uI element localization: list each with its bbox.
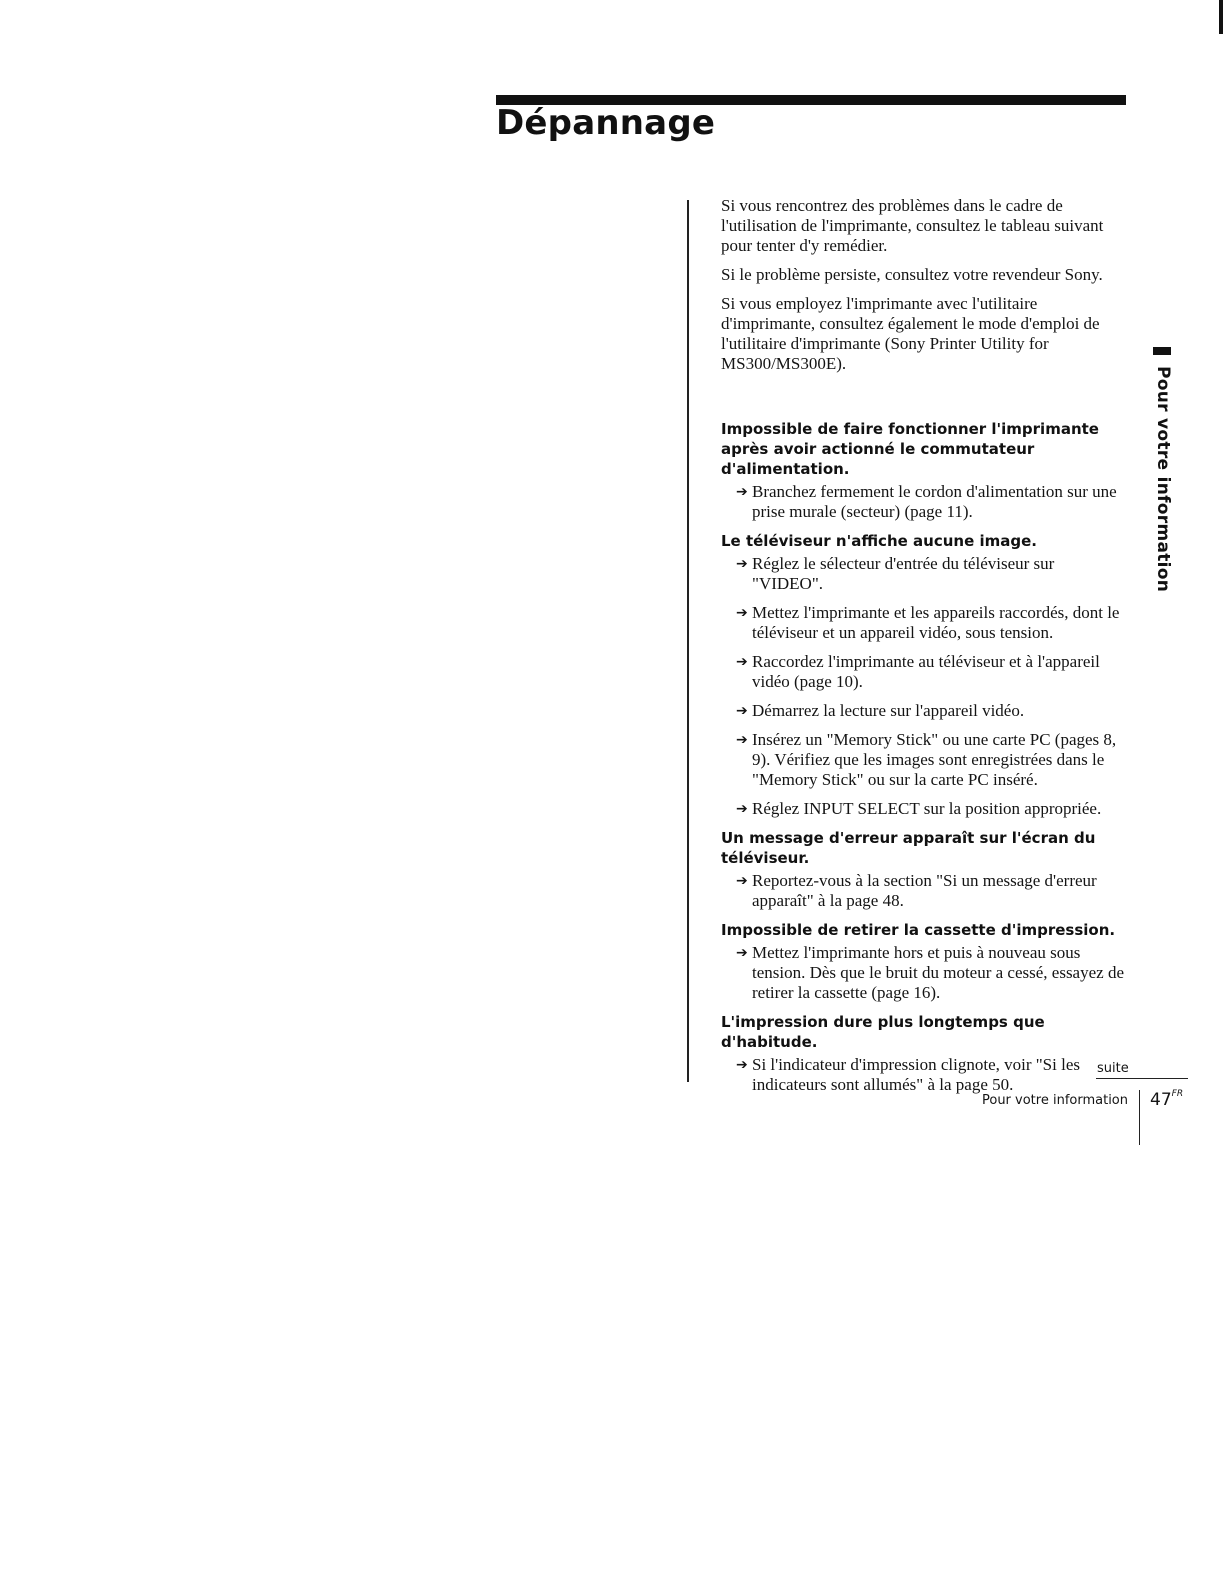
remedy-item [721, 701, 1126, 721]
arrow-right-icon: ➔ [736, 484, 748, 500]
remedy-text: Réglez INPUT SELECT sur la position appropriée. [752, 799, 1102, 818]
remedy-item [721, 799, 1126, 819]
arrow-right-icon: ➔ [736, 873, 748, 889]
remedy-item [721, 871, 1126, 911]
intro-paragraph: Si vous rencontrez des problèmes dans le cadre de l'utilisation de l'imprimante, consultez le tableau suivant pour tenter d'y remédier. [721, 196, 1104, 255]
page-number-value: 47 [1150, 1090, 1172, 1110]
remedy-text: Branchez fermement le cordon d'alimentation sur une prise murale (secteur) (page 11). [752, 482, 1117, 521]
remedy-item [721, 943, 1126, 1003]
remedy-item [721, 652, 1126, 692]
remedy-item [721, 1055, 1126, 1095]
remedy-item [721, 730, 1126, 790]
remedy-item [721, 603, 1126, 643]
arrow-right-icon: ➔ [736, 556, 748, 572]
content-margin-rule [687, 200, 689, 1082]
remedy-item [721, 554, 1126, 594]
content-column [721, 196, 1126, 1104]
section-heading: Le téléviseur n'affiche aucune image. [721, 532, 1037, 550]
intro-paragraph: Si le problème persiste, consultez votre revendeur Sony. [721, 265, 1103, 284]
intro-paragraph: Si vous employez l'imprimante avec l'utilitaire d'imprimante, consultez également le mode d'emploi de l'utilitaire d'imprimante (Sony Printer Utility for MS300/MS300E). [721, 294, 1100, 373]
page-number [1150, 1090, 1183, 1110]
footer-section-name: Pour votre information [981, 1093, 1128, 1108]
remedy-text: Si l'indicateur d'impression clignote, voir "Si les indicateurs sont allumés" à la page 50. [752, 1055, 1080, 1094]
remedy-text: Réglez le sélecteur d'entrée du téléviseur sur "VIDEO". [752, 554, 1055, 593]
arrow-right-icon: ➔ [736, 605, 748, 621]
section-heading: L'impression dure plus longtemps que d'habitude. [721, 1013, 1045, 1051]
arrow-right-icon: ➔ [736, 654, 748, 670]
remedy-text: Démarrez la lecture sur l'appareil vidéo. [752, 701, 1025, 720]
continued-rule [1096, 1078, 1188, 1079]
arrow-right-icon: ➔ [736, 703, 748, 719]
section-heading: Un message d'erreur apparaît sur l'écran du téléviseur. [721, 829, 1096, 867]
side-tab-label: Pour votre information [1153, 366, 1173, 593]
remedy-text: Insérez un "Memory Stick" ou une carte PC (pages 8, 9). Vérifiez que les images sont enregistrées dans le "Memory Stick" ou sur la carte PC inséré. [752, 730, 1117, 789]
remedy-item [721, 482, 1126, 522]
footer-divider [1139, 1090, 1140, 1145]
page-edge-mark [1219, 0, 1223, 34]
arrow-right-icon: ➔ [736, 732, 748, 748]
remedy-text: Mettez l'imprimante et les appareils raccordés, dont le téléviseur et un appareil vidéo, sous tension. [752, 603, 1120, 642]
page-title: Dépannage [496, 103, 716, 143]
side-tab-marker [1153, 347, 1171, 355]
section-heading: Impossible de faire fonctionner l'imprimante après avoir actionné le commutateur d'alimentation. [721, 420, 1099, 478]
section-heading: Impossible de retirer la cassette d'impression. [721, 921, 1116, 939]
arrow-right-icon: ➔ [736, 1057, 748, 1073]
arrow-right-icon: ➔ [736, 801, 748, 817]
continued-label: suite [1097, 1061, 1129, 1076]
remedy-text: Raccordez l'imprimante au téléviseur et à l'appareil vidéo (page 10). [752, 652, 1100, 691]
remedy-text: Reportez-vous à la section "Si un message d'erreur apparaît" à la page 48. [752, 871, 1097, 910]
remedy-text: Mettez l'imprimante hors et puis à nouveau sous tension. Dès que le bruit du moteur a cessé, essayez de retirer la cassette (page 16). [752, 943, 1124, 1002]
spacer [721, 383, 1126, 413]
page-number-suffix: FR [1171, 1089, 1184, 1099]
arrow-right-icon: ➔ [736, 945, 748, 961]
